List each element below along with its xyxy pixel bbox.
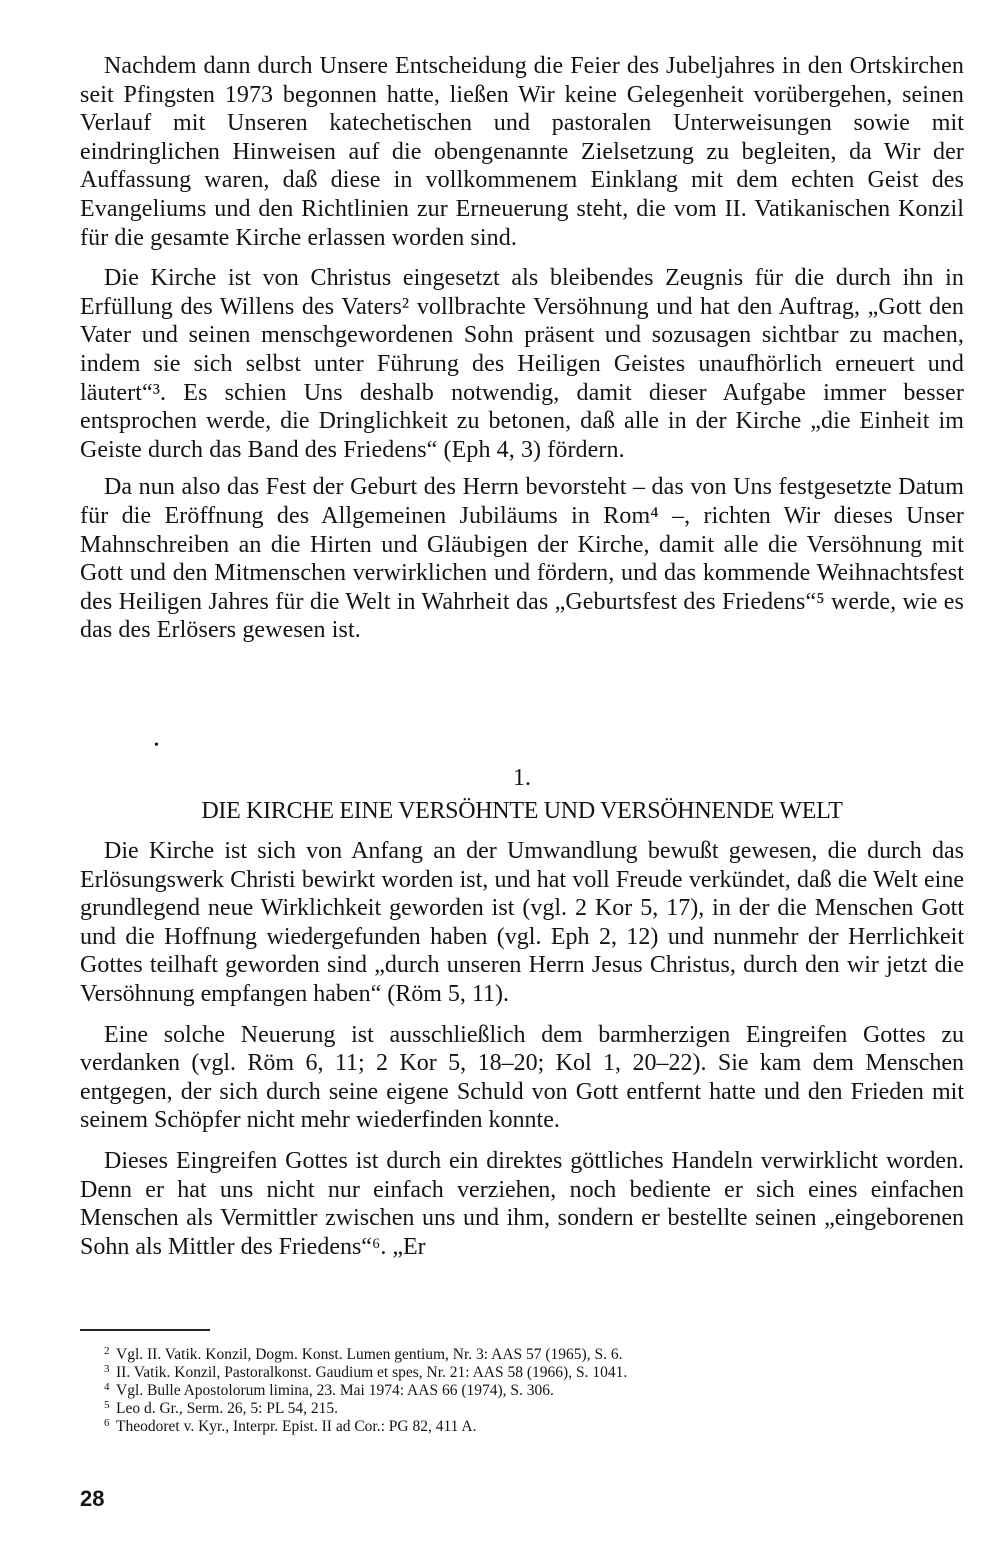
footnote-text: Vgl. Bulle Apostolorum limina, 23. Mai 1974: AAS 66 (1974), S. 306. [116, 1382, 554, 1399]
footnote [104, 1345, 976, 1364]
paragraph: Die Kirche ist sich von Anfang an der Umwandlung bewußt gewesen, die durch das Erlösungswerk Christi bewirkt worden ist, und hat voll Freude verkündet, daß die Welt eine grundlegend neue Wirklichkeit geworden ist (vgl. 2 Kor 5, 17), in der die Menschen Gott und die Hoffnung wiedergefunden haben (vgl. Eph 2, 12) und nunmehr der Herrlichkeit Gottes teilhaft geworden sind „durch unseren Herrn Jesus Christus, durch den wir jetzt die Versöhnung empfangen haben“ (Röm 5, 11). [80, 838, 964, 1007]
footnote-divider [80, 1329, 210, 1331]
stray-dot: • [154, 738, 159, 753]
paragraph: Da nun also das Fest der Geburt des Herrn bevorsteht – das von Uns festgesetzte Datum für die Eröffnung des Allgemeinen Jubiläums in Rom⁴ –, richten Wir dieses Unser Mahnschreiben an die Hirten und Gläubigen der Kirche, damit alle die Versöhnung mit Gott und den Mitmenschen verwirklichen und fördern, und das kommende Weihnachtsfest des Heiligen Jahres für die Welt in Wahrheit das „Geburtsfest des Friedens“⁵ werde, wie es das des Erlösers gewesen ist. [80, 474, 964, 644]
footnote-mark: 2 [104, 1345, 110, 1357]
section-title: DIE KIRCHE EINE VERSÖHNTE UND VERSÖHNENDE WELT [201, 798, 843, 824]
footnote [104, 1363, 976, 1382]
footnote-text: II. Vatik. Konzil, Pastoralkonst. Gaudium et spes, Nr. 21: AAS 58 (1966), S. 1041. [116, 1364, 628, 1381]
paragraph: Nachdem dann durch Unsere Entscheidung die Feier des Jubeljahres in den Ortskirchen seit Pfingsten 1973 begonnen hatte, ließen Wir keine Gelegenheit vorübergehen, seinen Verlauf mit Unseren katechetischen und pastoralen Unterweisungen sowie mit eindringlichen Hinweisen auf die obengenannte Zielsetzung zu begleiten, da Wir der Auffassung waren, daß diese in vollkommenem Einklang mit dem echten Geist des Evangeliums und den Richtlinien zur Erneuerung steht, die vom II. Vatikanischen Konzil für die gesamte Kirche erlassen worden sind. [80, 53, 964, 251]
footnote-mark: 4 [104, 1381, 110, 1393]
footnote [104, 1399, 976, 1418]
footnote-text: Leo d. Gr., Serm. 26, 5: PL 54, 215. [116, 1400, 339, 1417]
paragraph: Die Kirche ist von Christus eingesetzt als bleibendes Zeugnis für die durch ihn in Erfüllung des Willens des Vaters² vollbrachte Versöhnung und hat den Auftrag, „Gott den Vater und seinen menschgewordenen Sohn präsent und sozusagen sichtbar zu machen, indem sie sich selbst unter Führung des Heiligen Geistes unaufhörlich erneuert und läutert“³. Es schien Uns deshalb notwendig, damit dieser Aufgabe immer besser entsprochen werde, die Dringlichkeit zu betonen, daß alle in der Kirche „die Einheit im Geiste durch das Band des Friedens“ (Eph 4, 3) fördern. [80, 265, 964, 463]
footnote [104, 1381, 976, 1400]
page-number: 28 [80, 1486, 105, 1511]
footnote-mark: 6 [104, 1417, 110, 1429]
body-text-bottom [80, 837, 964, 1273]
section-number: 1. [513, 765, 531, 791]
footnote [104, 1417, 976, 1436]
paragraph: Eine solche Neuerung ist ausschließlich dem barmherzigen Eingreifen Gottes zu verdanken (vgl. Röm 6, 11; 2 Kor 5, 18–20; Kol 1, 20–22). Sie kam dem Menschen entgegen, der sich durch seine eigene Schuld von Gott entfernt hatte und den Frieden mit seinem Schöpfer nicht mehr wiederfinden konnte. [80, 1021, 964, 1134]
footnote-text: Theodoret v. Kyr., Interpr. Epist. II ad Cor.: PG 82, 411 A. [116, 1418, 477, 1435]
footnotes [104, 1345, 976, 1436]
paragraph: Dieses Eingreifen Gottes ist durch ein direktes göttliches Handeln verwirklicht worden. Denn er hat uns nicht nur einfach verziehen, noch bediente er sich eines einfachen Menschen als Vermittler zwischen uns und ihm, sondern er bestellte seinen „eingeborenen Sohn als Mittler des Friedens“⁶. „Er [80, 1147, 964, 1260]
footnote-mark: 5 [104, 1399, 110, 1411]
footnote-text: Vgl. II. Vatik. Konzil, Dogm. Konst. Lumen gentium, Nr. 3: AAS 57 (1965), S. 6. [116, 1346, 623, 1363]
footnote-mark: 3 [104, 1363, 110, 1375]
body-text-top [80, 52, 964, 654]
